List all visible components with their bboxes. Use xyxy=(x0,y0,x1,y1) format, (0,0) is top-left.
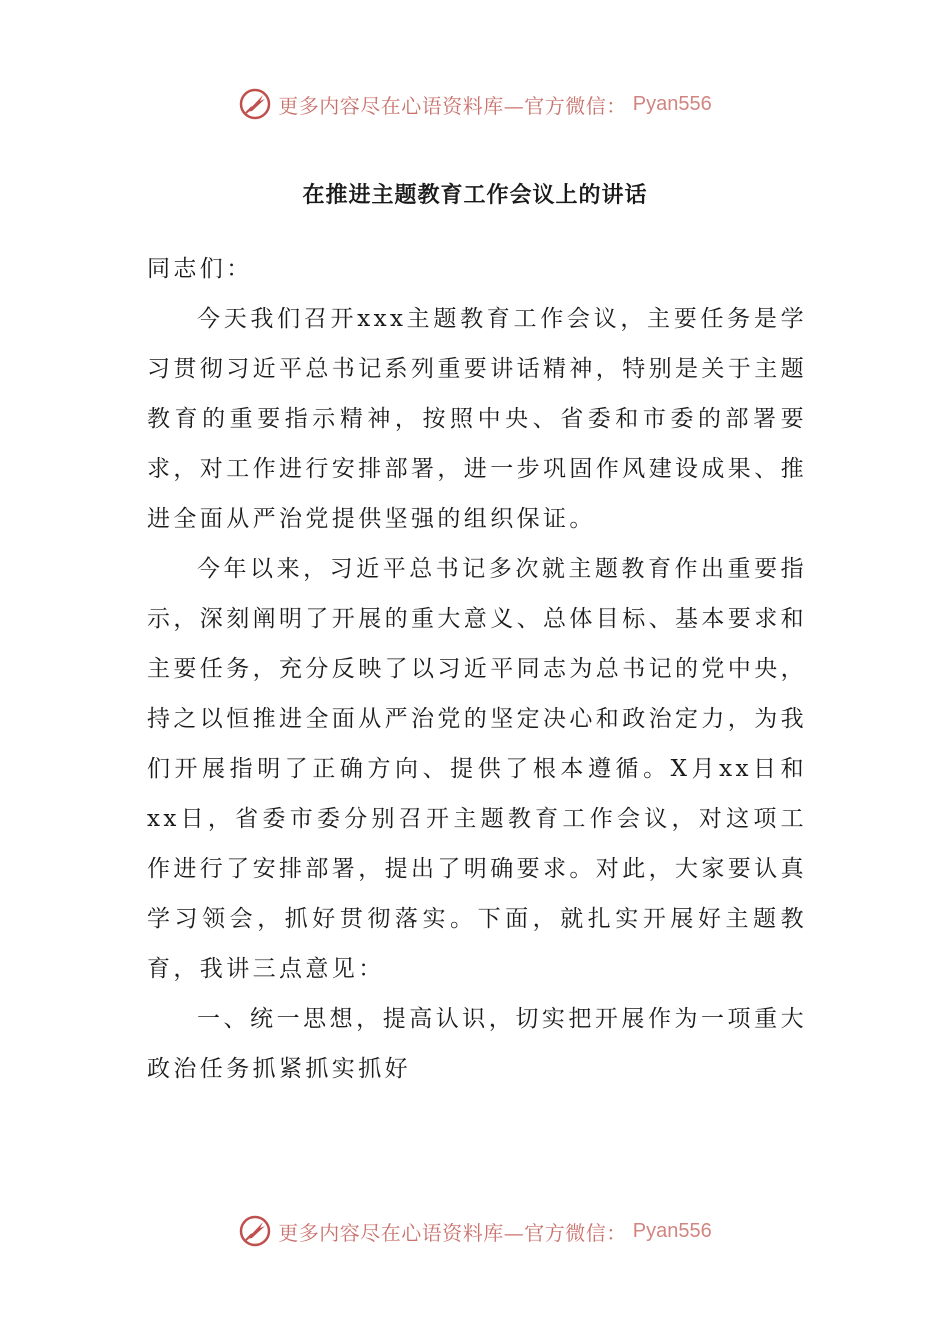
paragraph-1: 今天我们召开xxx主题教育工作会议，主要任务是学习贯彻习近平总书记系列重要讲话精神，特别是关于主题教育的重要指示精神，按照中央、省委和市委的部署要求，对工作进行安排部署，进一步巩固作风建设成果、推进全面从严治党提供坚强的组织保证。 xyxy=(147,306,807,532)
watermark-text: 更多内容尽在心语资料库—官方微信： xyxy=(278,1220,627,1245)
watermark-wechat-id: Pyan556 xyxy=(632,92,712,115)
watermark-text: 更多内容尽在心语资料库—官方微信： xyxy=(278,93,627,118)
watermark-header xyxy=(0,84,950,124)
watermark-wechat-id: Pyan556 xyxy=(632,1219,712,1242)
watermark-footer xyxy=(0,1211,950,1251)
quill-logo-icon xyxy=(238,87,272,121)
section-heading-1: 一、统一思想，提高认识，切实把开展作为一项重大政治任务抓紧抓实抓好 xyxy=(147,1006,807,1082)
salutation: 同志们： xyxy=(147,256,253,282)
document-body xyxy=(147,244,807,1094)
paragraph-2: 今年以来，习近平总书记多次就主题教育作出重要指示，深刻阐明了开展的重大意义、总体目标、基本要求和主要任务，充分反映了以习近平同志为总书记的党中央，持之以恒推进全面从严治党的坚定决心和政治定力，为我们开展指明了正确方向、提供了根本遵循。X月xx日和xx日，省委市委分别召开主题教育工作会议，对这项工作进行了安排部署，提出了明确要求。对此，大家要认真学习领会，抓好贯彻落实。下面，就扎实开展好主题教育，我讲三点意见： xyxy=(147,556,807,982)
document-title: 在推进主题教育工作会议上的讲话 xyxy=(302,182,648,208)
quill-logo-icon xyxy=(238,1214,272,1248)
